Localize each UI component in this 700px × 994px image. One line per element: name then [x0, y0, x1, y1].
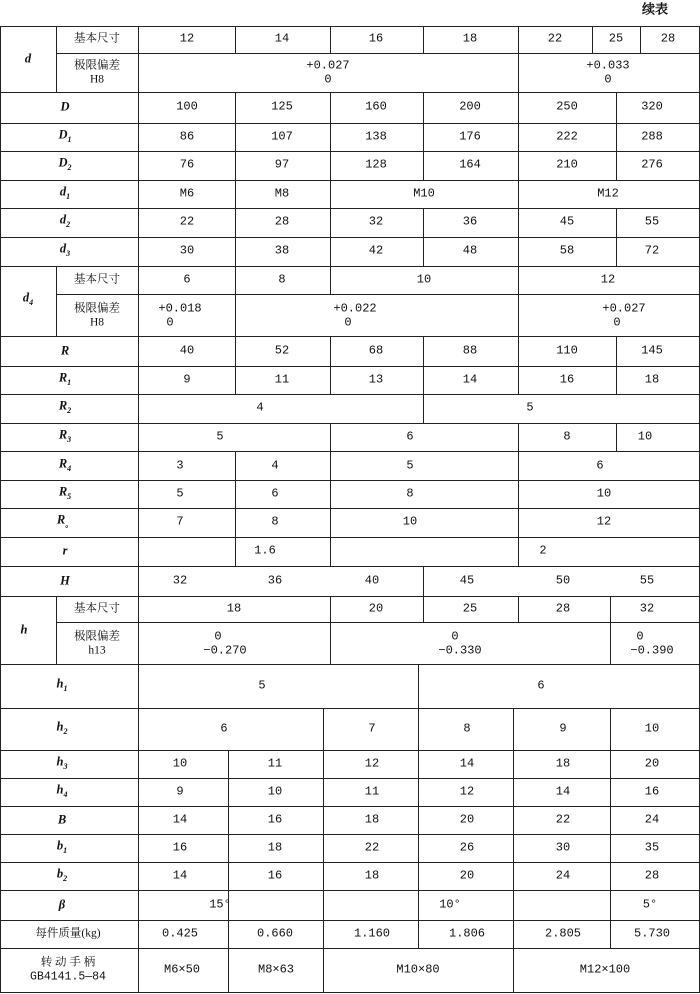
- cell: 276: [641, 157, 663, 172]
- cell: 10: [416, 272, 432, 287]
- cell: 100: [176, 99, 198, 114]
- cell: 6: [220, 721, 228, 736]
- cell: 15°: [209, 897, 231, 912]
- cell: 86: [179, 129, 195, 144]
- cell: 18: [267, 840, 283, 855]
- cell: 5: [258, 678, 266, 693]
- cell: 7: [176, 514, 184, 529]
- cell: 30: [179, 243, 195, 258]
- cell: 0.425: [161, 926, 199, 941]
- cell: 20: [644, 756, 660, 771]
- cell: 35: [644, 840, 660, 855]
- cell: 1.6: [254, 543, 276, 558]
- cell: 16: [267, 868, 283, 883]
- cell: 18: [462, 31, 478, 46]
- cell: 5: [216, 429, 224, 444]
- cell: 22: [179, 214, 195, 229]
- cell: 4: [256, 400, 264, 415]
- cell: 16: [559, 372, 575, 387]
- cell: 14: [172, 812, 188, 827]
- cell: 8: [463, 721, 471, 736]
- cell: 9: [176, 784, 184, 799]
- row-label-d: d: [24, 51, 32, 66]
- cell: 2.805: [544, 926, 582, 941]
- cell: 45: [559, 214, 575, 229]
- cell: 176: [459, 129, 481, 144]
- cell: 0: [451, 629, 459, 644]
- cell: 6: [271, 486, 279, 501]
- cell: 210: [556, 157, 578, 172]
- cell: 6: [596, 458, 604, 473]
- cell: 22: [364, 840, 380, 855]
- row-label: $R_1$: [58, 370, 72, 387]
- cell: 50: [555, 573, 571, 588]
- cell: 20: [459, 812, 475, 827]
- cell: 14: [555, 784, 571, 799]
- row-label: $d_2$: [59, 212, 71, 229]
- cell: +0.027: [602, 301, 646, 316]
- cell: 138: [365, 129, 387, 144]
- cell: 320: [641, 99, 663, 114]
- cell: 55: [644, 214, 660, 229]
- cell: −0.390: [630, 643, 674, 658]
- cell: 72: [644, 243, 660, 258]
- cell: 76: [179, 157, 195, 172]
- cell: 20: [368, 601, 384, 616]
- cell: 68: [368, 343, 384, 358]
- cell: M12: [597, 186, 619, 201]
- cell: 18: [364, 812, 380, 827]
- row-label: $h_1$: [56, 676, 68, 693]
- cell: 14: [462, 372, 478, 387]
- cell: +0.033: [586, 58, 630, 73]
- cell: 14: [459, 756, 475, 771]
- cell: 18: [226, 601, 242, 616]
- cell: 26: [459, 840, 475, 855]
- cell: 7: [368, 721, 376, 736]
- row-label: $b_2$: [56, 866, 68, 883]
- cell: 10°: [439, 897, 461, 912]
- cell: −0.330: [438, 643, 482, 658]
- row-label: $R_2$: [58, 398, 72, 415]
- cell: 10: [637, 429, 653, 444]
- row-label: $h_3$: [56, 754, 68, 771]
- cell: 0: [344, 315, 352, 330]
- cell: 145: [641, 343, 663, 358]
- cell: 28: [555, 601, 571, 616]
- cell: 22: [555, 812, 571, 827]
- row-label: B: [57, 812, 67, 827]
- cell: 12: [179, 31, 195, 46]
- cell: 1.806: [448, 926, 486, 941]
- cell: 11: [274, 372, 290, 387]
- cell: 14: [274, 31, 290, 46]
- cell: 250: [556, 99, 578, 114]
- cell: 52: [274, 343, 290, 358]
- tolerance-class: h13: [88, 644, 106, 657]
- cell: 20: [459, 868, 475, 883]
- cell: 97: [274, 157, 290, 172]
- cell: 6: [183, 272, 191, 287]
- cell: 222: [556, 129, 578, 144]
- row-label: R: [60, 343, 70, 358]
- cell: 25: [462, 601, 478, 616]
- cell: 32: [368, 214, 384, 229]
- cell: M8×63: [257, 962, 295, 977]
- cell: 8: [271, 514, 279, 529]
- cell: 40: [179, 343, 195, 358]
- row-label-d4: $d_4$: [22, 290, 34, 307]
- cell: 24: [555, 868, 571, 883]
- cell: 0: [613, 315, 621, 330]
- cell: M6: [179, 186, 195, 201]
- cell: +0.027: [306, 58, 350, 73]
- row-label: β: [58, 897, 66, 912]
- cell: 10: [267, 784, 283, 799]
- cell: 24: [644, 812, 660, 827]
- cell: 0.660: [256, 926, 294, 941]
- cell: 0: [324, 72, 332, 87]
- cell: 12: [459, 784, 475, 799]
- row-label: 转 动 手 柄: [40, 956, 96, 969]
- cell: 30: [555, 840, 571, 855]
- cell: 8: [406, 486, 414, 501]
- cell: 38: [274, 243, 290, 258]
- tolerance-label: 极限偏差: [74, 59, 120, 72]
- cell: 16: [267, 812, 283, 827]
- cell: 5: [176, 486, 184, 501]
- cell: 3: [176, 458, 184, 473]
- cell: 1.160: [353, 926, 391, 941]
- cell: M8: [274, 186, 290, 201]
- cell: 58: [559, 243, 575, 258]
- cell: 288: [641, 129, 663, 144]
- cell: M6×50: [163, 962, 201, 977]
- row-label: $d_1$: [59, 184, 71, 201]
- cell: 16: [368, 31, 384, 46]
- row-label-h: h: [20, 622, 28, 637]
- row-label: $R_5$: [58, 484, 72, 501]
- cell: 12: [364, 756, 380, 771]
- tolerance-class: H8: [89, 73, 105, 86]
- cell: 40: [364, 573, 380, 588]
- cell: 160: [365, 99, 387, 114]
- tolerance-class: H8: [89, 316, 105, 329]
- cell: 0: [166, 315, 174, 330]
- cell: 36: [267, 573, 283, 588]
- row-label: $D_2$: [58, 155, 72, 172]
- cell: 18: [644, 372, 660, 387]
- cell: 9: [559, 721, 567, 736]
- cell: 16: [644, 784, 660, 799]
- cell: 200: [459, 99, 481, 114]
- cell: 14: [172, 868, 188, 883]
- cell: 36: [462, 214, 478, 229]
- cell: 25: [608, 31, 624, 46]
- cell: 32: [639, 601, 655, 616]
- cell: −0.270: [203, 643, 247, 658]
- cell: 11: [364, 784, 380, 799]
- cell: 28: [644, 868, 660, 883]
- cell: 107: [271, 129, 293, 144]
- cell: 164: [459, 157, 481, 172]
- cell: M10×80: [396, 962, 440, 977]
- cell: 5: [406, 458, 414, 473]
- cell: 5: [526, 400, 534, 415]
- cell: 28: [274, 214, 290, 229]
- tolerance-label: 极限偏差: [74, 302, 120, 315]
- cell: 5.730: [633, 926, 671, 941]
- cell: 22: [547, 31, 563, 46]
- cell: 11: [267, 756, 283, 771]
- cell: 55: [639, 573, 655, 588]
- cell: 0: [214, 629, 222, 644]
- basic-size-label: 基本尺寸: [74, 273, 120, 286]
- cell: 5°: [642, 897, 658, 912]
- cell: 6: [537, 678, 545, 693]
- row-label: $R_。$: [56, 512, 74, 529]
- cell: 42: [368, 243, 384, 258]
- cell: 10: [172, 756, 188, 771]
- cell: 12: [600, 272, 616, 287]
- cell: 8: [563, 429, 571, 444]
- cell: +0.022: [333, 301, 377, 316]
- row-label: $d_3$: [59, 241, 71, 258]
- standard-code: GB4141.5—84: [30, 970, 106, 984]
- cell: 10: [596, 486, 612, 501]
- cell: 0: [636, 629, 644, 644]
- cell: 9: [183, 372, 191, 387]
- cell: 88: [462, 343, 478, 358]
- cell: 18: [555, 756, 571, 771]
- row-label: $h_4$: [56, 782, 68, 799]
- cell: 0: [604, 72, 612, 87]
- row-label: r: [62, 543, 68, 558]
- cell: 128: [365, 157, 387, 172]
- cell: 4: [271, 458, 279, 473]
- cell: 18: [364, 868, 380, 883]
- cell: 110: [556, 343, 578, 358]
- basic-size-label: 基本尺寸: [74, 602, 120, 615]
- cell: 16: [172, 840, 188, 855]
- cell: 12: [596, 514, 612, 529]
- basic-size-label: 基本尺寸: [74, 32, 120, 45]
- cell: 28: [660, 31, 676, 46]
- row-label: 每件质量(kg): [35, 927, 101, 940]
- cell: 8: [278, 272, 286, 287]
- cell: 10: [644, 721, 660, 736]
- page-title: 续表: [641, 1, 669, 17]
- row-label: $D_1$: [58, 127, 72, 144]
- cell: 13: [368, 372, 384, 387]
- row-label: $b_1$: [56, 838, 68, 855]
- row-label: $h_2$: [56, 719, 68, 736]
- cell: 10: [402, 514, 418, 529]
- row-label: D: [60, 99, 70, 114]
- cell: 6: [406, 429, 414, 444]
- cell: 2: [539, 543, 547, 558]
- cell: 125: [271, 99, 293, 114]
- cell: 45: [459, 573, 475, 588]
- row-label: $R_3$: [58, 427, 72, 444]
- row-label: H: [60, 573, 70, 588]
- cell: 32: [172, 573, 188, 588]
- cell: M10: [413, 186, 435, 201]
- cell: 48: [462, 243, 478, 258]
- row-label: $R_4$: [58, 456, 72, 473]
- cell: M12×100: [579, 962, 631, 977]
- cell: +0.018: [158, 301, 202, 316]
- tolerance-label: 极限偏差: [74, 630, 120, 643]
